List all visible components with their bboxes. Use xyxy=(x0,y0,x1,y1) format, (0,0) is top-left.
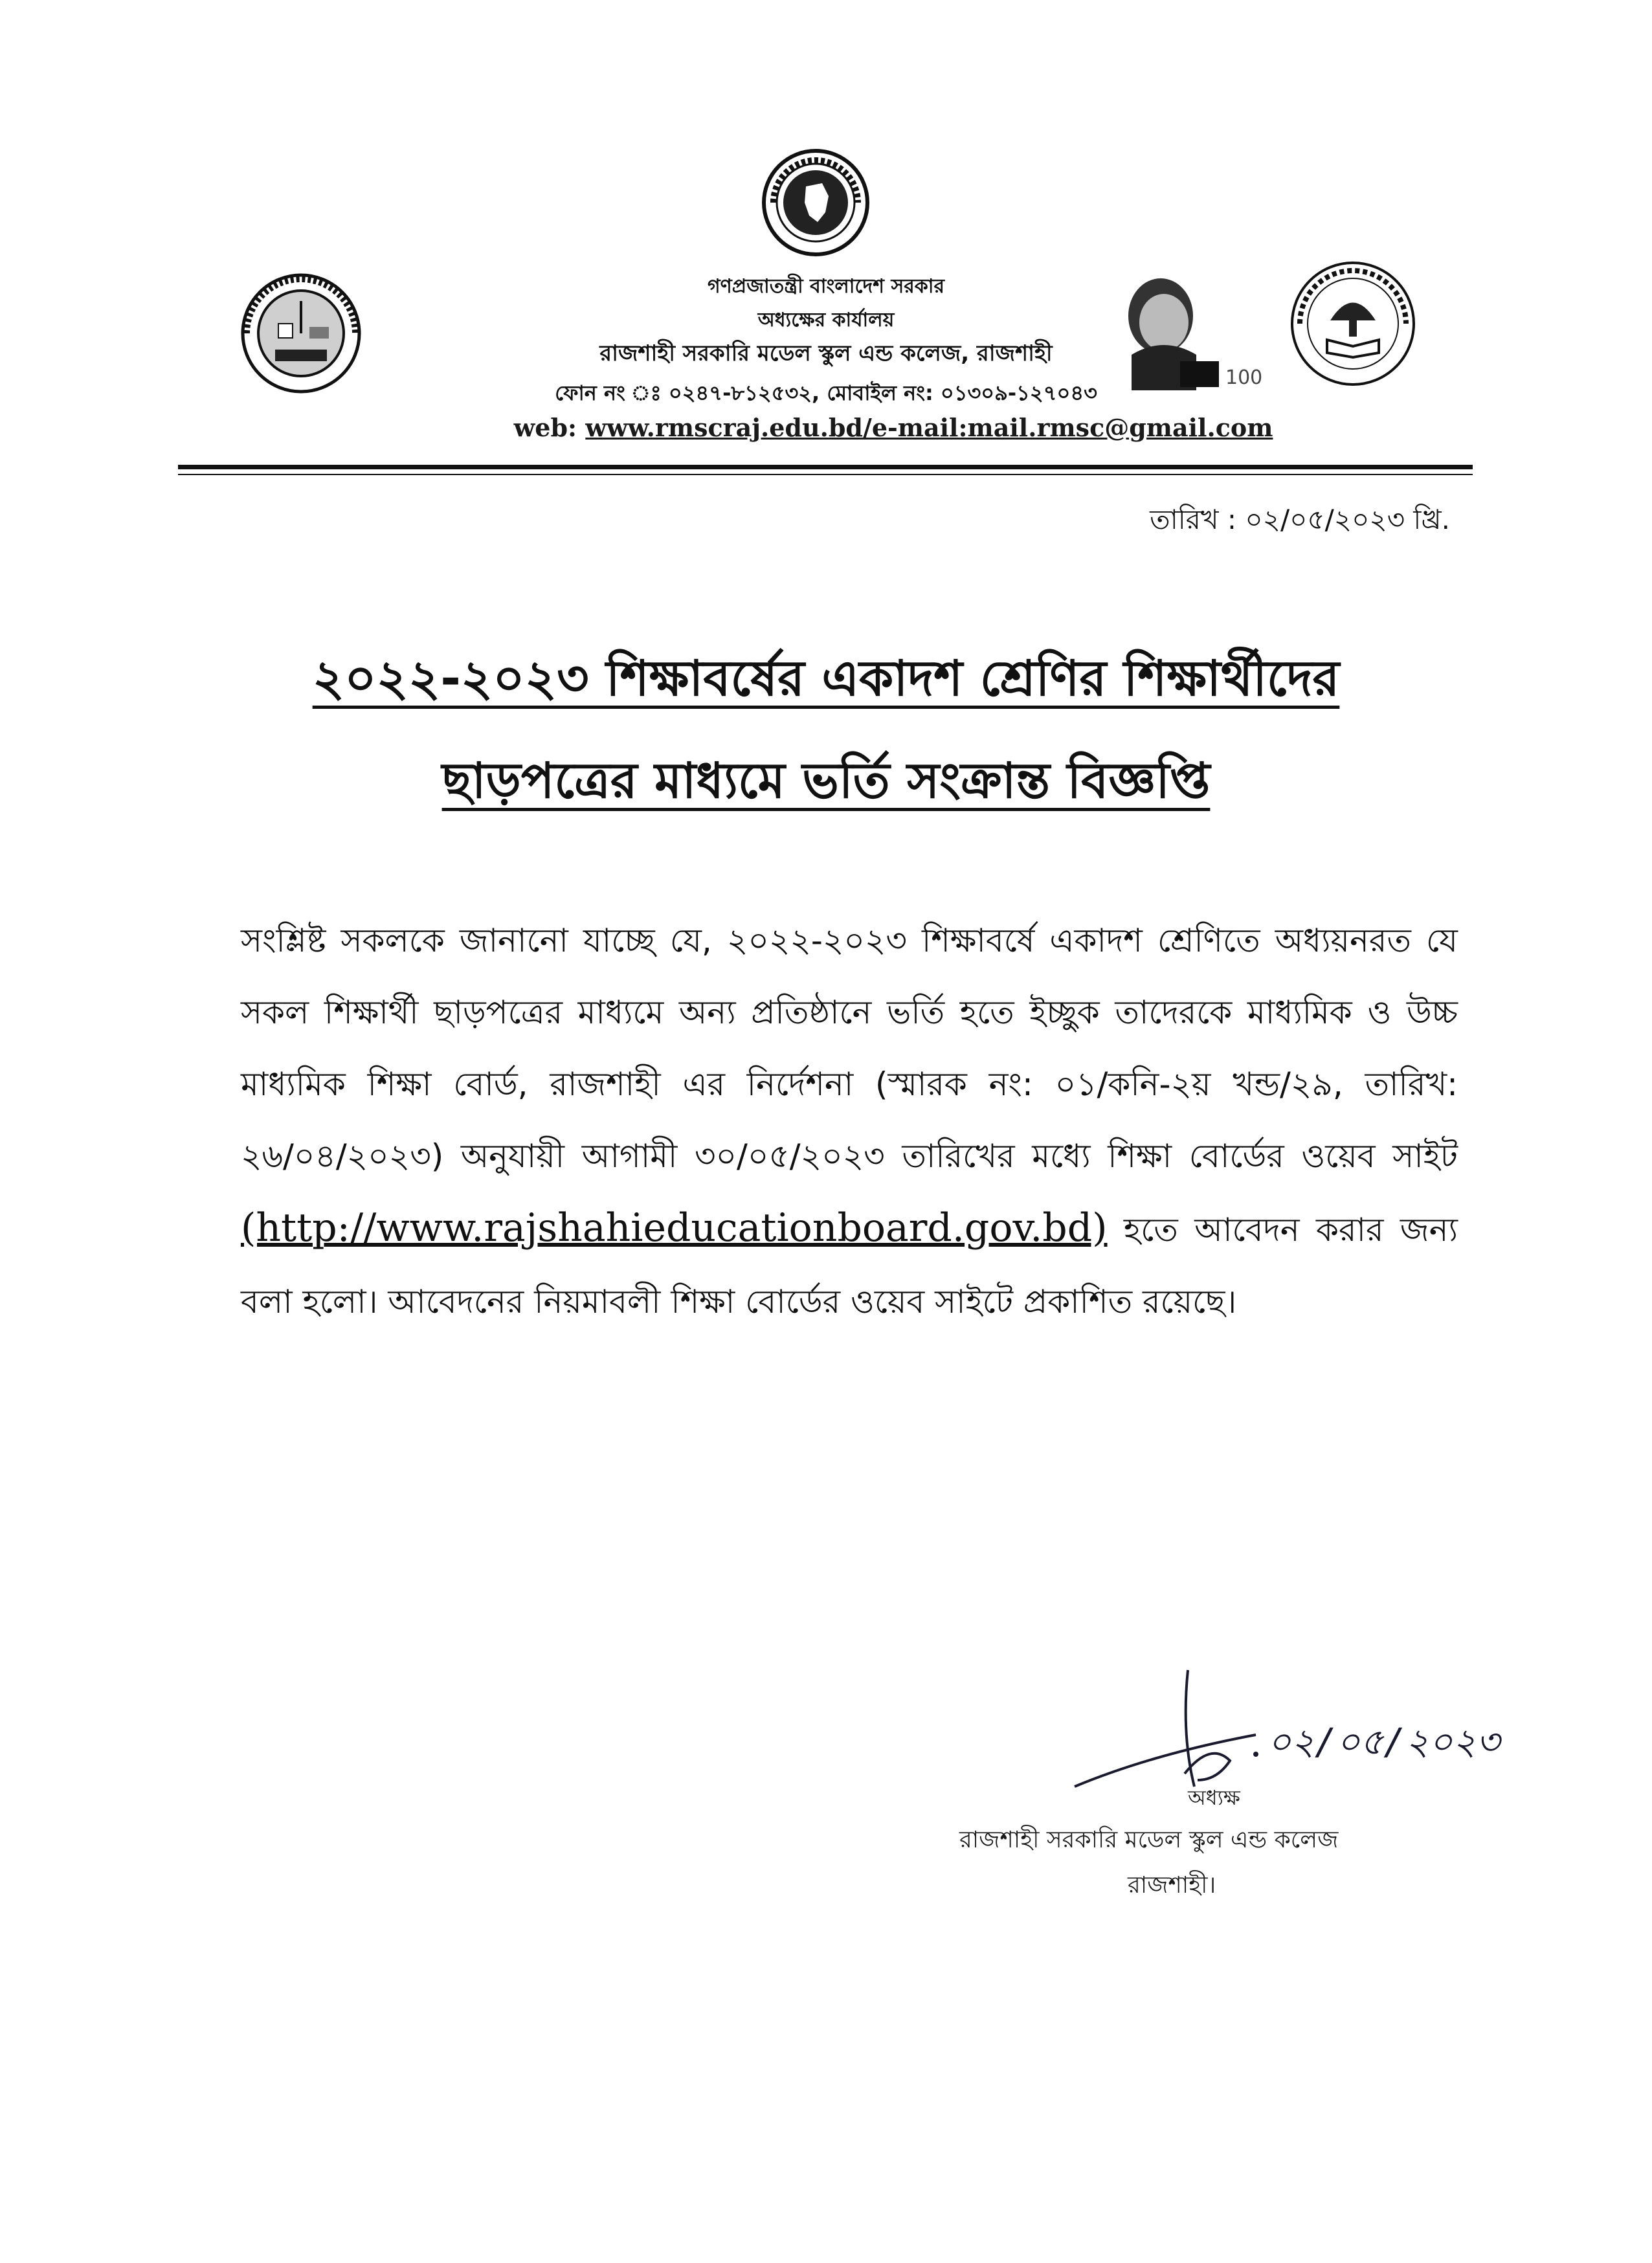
web-email-line xyxy=(505,413,1282,442)
notice-body xyxy=(241,905,1458,1338)
phone-info: ফোন নং ঃ ০২৪৭-৮১২৫৩২, মোবাইল নং: ০১৩০৯-১২৭০৪৩ xyxy=(555,381,1097,405)
signatory-institution: রাজশাহী সরকারি মডেল স্কুল এন্ড কলেজ xyxy=(959,1827,1339,1853)
bangladesh-government-seal-icon xyxy=(761,148,871,258)
handwritten-signature xyxy=(1062,1657,1282,1812)
web-email-link[interactable]: www.rmscraj.edu.bd/e-mail:mail.rmsc@gmail.com xyxy=(585,413,1273,442)
government-name: গণপ্রজাতন্ত্রী বাংলাদেশ সরকার xyxy=(708,275,944,298)
notice-title-line-2: ছাড়পত্রের মাধ্যমে ভর্তি সংক্রান্ত বিজ্ঞপ্তি xyxy=(441,752,1211,809)
notice-body-text-2: হতে আবেদন করার জন্য বলা হলো। আবেদনের নিয়মাবলী শিক্ষা বোর্ডের ওয়েব সাইটে প্রকাশিত রয়েছে। xyxy=(241,1211,1458,1321)
board-website-link[interactable]: (http://www.rajshahieducationboard.gov.bd) xyxy=(241,1205,1108,1251)
header-rule-thin xyxy=(178,474,1473,475)
office-name: অধ্যক্ষের কার্যালয় xyxy=(757,309,895,331)
notice-date: তারিখ : ০২/০৫/২০২৩ খ্রি. xyxy=(1150,504,1450,535)
signature-date: ০২/০৫/২০২৩ xyxy=(1267,1721,1500,1763)
signatory-title: অধ্যক্ষ xyxy=(1188,1785,1240,1810)
notice-body-text-1: সংশ্লিষ্ট সকলকে জানানো যাচ্ছে যে, ২০২২-২০২৩ শিক্ষাবর্ষে একাদশ শ্রেণিতে অধ্যয়নরত যে সকল শিক্ষার্থী ছাড়পত্রের মাধ্যমে অন্য প্রতিষ্ঠানে ভর্তি হতে ইচ্ছুক তাদেরকে মাধ্যমিক ও উচ্চ মাধ্যমিক শিক্ষা বোর্ড, রাজশাহী এর নির্দেশনা (স্মারক নং: ০১/কনি-২য় খন্ড/২৯, তারিখ: ২৬/০৪/২০২৩) অনুযায়ী আগামী ৩০/০৫/২০২৩ তারিখের মধ্যে শিক্ষা বোর্ডের ওয়েব সাইট xyxy=(241,922,1458,1175)
signatory-city: রাজশাহী। xyxy=(1128,1872,1216,1899)
notice-title-line-1: ২০২২-২০২৩ শিক্ষাবর্ষের একাদশ শ্রেণির শিক্ষার্থীদের xyxy=(312,649,1340,707)
header-rule-thick xyxy=(178,465,1473,469)
institution-name: রাজশাহী সরকারি মডেল স্কুল এন্ড কলেজ, রাজশাহী xyxy=(599,340,1053,366)
web-prefix: web: xyxy=(513,413,586,442)
svg-text:100: 100 xyxy=(1225,366,1263,389)
